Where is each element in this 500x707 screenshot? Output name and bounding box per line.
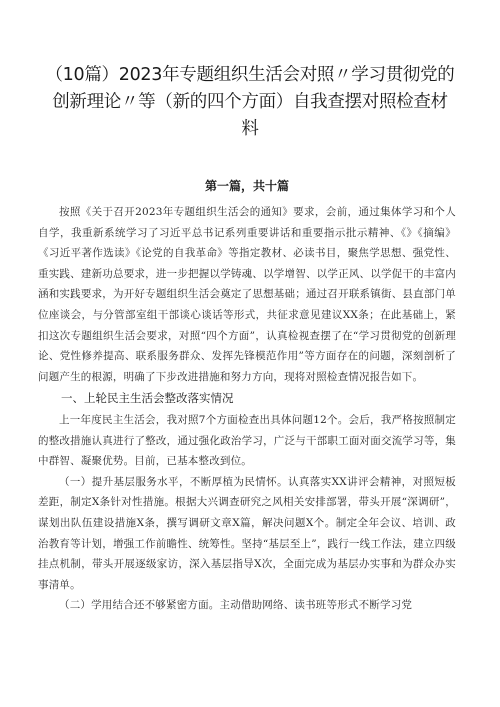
intro-paragraph: 按照《关于召开2023年专题组织生活会的通知》要求，会前，通过集体学习和个人自学，我重新系统学习了习近平总书记系列重要讲话和重要指示批示精神、《》《摘编》《习近平著作选读》《论党的自我革命》等指定教材、必读书目，聚焦学思想、强党性、重实践、建新功总要求，进一步把握以学铸魂、以学增智、以学正风、以学促干的丰富内涵和实践要求，为开好专题组织生活会奠定了思想基础；通过召开联系镇街、县直部门单位座谈会，与分管部室组干部谈心谈话等形式，共征求意见建议XX条；在此基础上，紧扣这次专题组织生活会要求，对照“四个方面”，认真检视查摆了在“学习贯彻党的创新理论、党性修养提高、联系服务群众、发挥先锋模范作用”等方面存在的问题，深刻剖析了问题产生的根源，明确了下步改进措施和努力方向，现将对照检查情况报告如下。 xyxy=(38,206,456,383)
section1-paragraph-3: （二）学用结合还不够紧密方面。主动借助网络、读书班等形式不断学习党 xyxy=(59,599,413,612)
section-heading-1: 一、上轮民主生活会整改落实情况 xyxy=(61,391,234,406)
section1-paragraph-1: 上一年度民主生活会，我对照7个方面检查出具体问题12个。会后，我严格按照制定的整改措施认真进行了整改，通过强化政治学习，广泛与干部职工面对面交流学习等，集中群智、凝聚优势。目前，已基本整改到位。 xyxy=(38,413,456,468)
document-title xyxy=(38,62,456,143)
title-line-2: 创新理论〃等（新的四个方面）自我查摆对照检查材料 xyxy=(52,92,448,139)
section1-paragraph-2: （一）提升基层服务水平，不断厚植为民情怀。认真落实XX讲评会精神，对照短板差距，制定X条针对性措施。根据大兴调查研究之风相关安排部署，带头开展“深调研”，谋划出队伍建设措施X条，撰写调研文章X篇，解决问题X个。制定全年会议、培训、政治教育等计划，增强工作前瞻性、统筹性。坚持“基层至上”，践行一线工作法，建立四级挂点机制，带头开展逐级家访，深入基层指导X次，全面完成为基层办实事和为群众办实事清单。 xyxy=(38,475,456,591)
document-subtitle: 第一篇，共十篇 xyxy=(204,179,289,193)
title-line-1: （10篇）2023年专题组织生活会对照〃学习贯彻党的 xyxy=(45,65,455,85)
